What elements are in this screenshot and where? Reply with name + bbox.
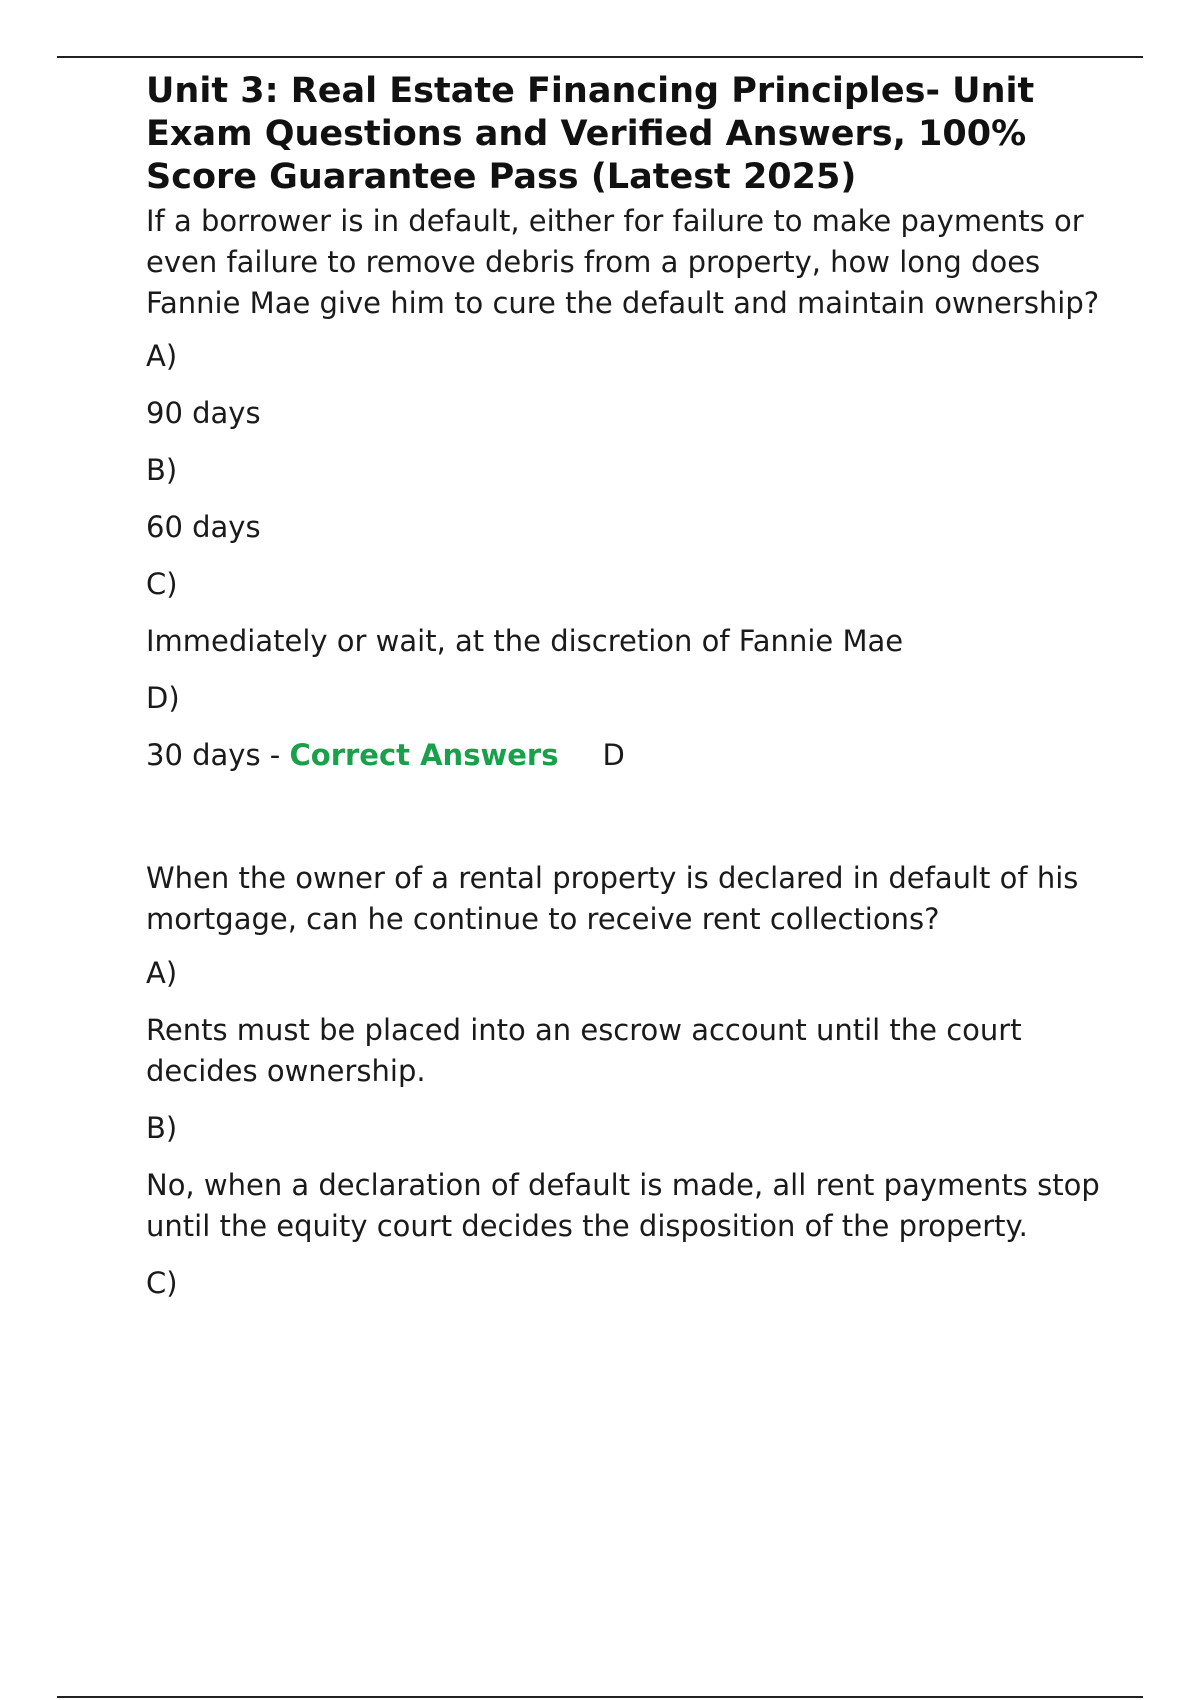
option-c-label: C)	[146, 1266, 178, 1300]
question-1	[146, 201, 1106, 776]
option-b-text: No, when a declaration of default is made, all rent payments stop until the equity court decides the disposition of the property.	[146, 1168, 1100, 1243]
option-a-label: A)	[146, 956, 178, 990]
document-title: Unit 3: Real Estate Financing Principles- Unit Exam Questions and Verified Answers, 100% Score Guarantee Pass (Latest 2025)	[146, 71, 1035, 197]
question-2	[146, 858, 1106, 1304]
option-b-text: 60 days	[146, 510, 261, 544]
correct-answer-letter: D	[602, 738, 625, 772]
correct-answers-label: Correct Answers	[289, 738, 559, 772]
footer-rule	[57, 1696, 1143, 1698]
option-a-text: Rents must be placed into an escrow account until the court decides ownership.	[146, 1013, 1022, 1088]
option-c-label: C)	[146, 567, 178, 601]
header-rule	[57, 56, 1143, 58]
option-c-text: Immediately or wait, at the discretion of Fannie Mae	[146, 624, 904, 658]
question-1-options	[146, 336, 1106, 776]
document-body	[146, 70, 1106, 1304]
question-2-text: When the owner of a rental property is declared in default of his mortgage, can he continue to receive rent collections?	[146, 861, 1079, 936]
question-1-text: If a borrower is in default, either for failure to make payments or even failure to remove debris from a property, how long does Fannie Mae give him to cure the default and maintain ownership?	[146, 204, 1100, 320]
option-a-text: 90 days	[146, 396, 261, 430]
option-d-label: D)	[146, 681, 180, 715]
option-d-text: 30 days -	[146, 738, 290, 772]
option-b-label: B)	[146, 1111, 178, 1145]
option-a-label: A)	[146, 339, 178, 373]
option-d-answer-line	[146, 735, 1106, 776]
option-b-label: B)	[146, 453, 178, 487]
question-2-options	[146, 953, 1106, 1304]
